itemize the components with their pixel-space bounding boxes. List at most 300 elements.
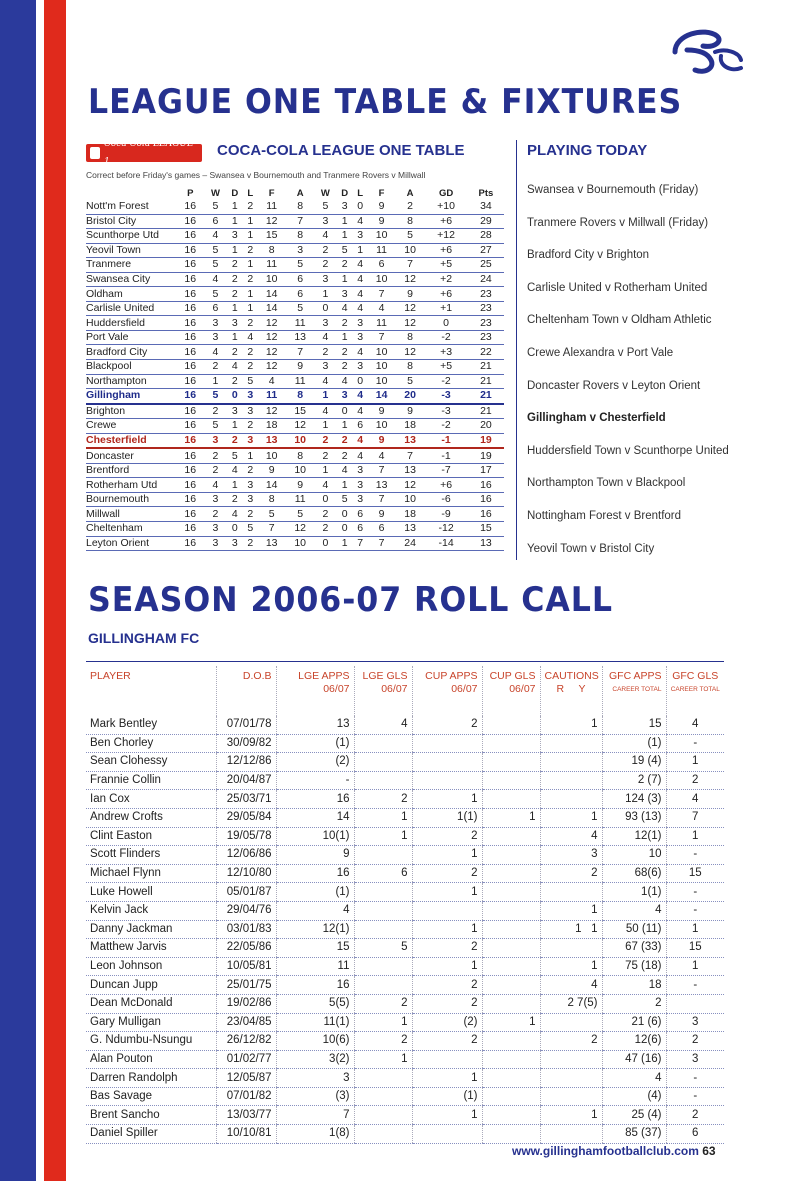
league-cell: 12 (286, 419, 315, 434)
trophy-icon (90, 147, 100, 159)
player-row (86, 827, 724, 846)
lge-apps-cell: 10(6) (276, 1032, 354, 1051)
league-cell: 4 (353, 258, 367, 273)
cup-gls-cell (482, 846, 540, 865)
league-cell: 24 (396, 536, 425, 551)
cautions-cell (540, 734, 602, 753)
league-cell: 2 (205, 404, 227, 419)
league-cell: 6 (205, 301, 227, 316)
league-cell: 5 (205, 243, 227, 258)
league-cell: -12 (424, 522, 467, 537)
league-cell: +3 (424, 345, 467, 360)
lge-gls-cell (354, 957, 412, 976)
player-name-cell: Mark Bentley (86, 716, 216, 734)
cup-apps-cell: 1 (412, 1106, 482, 1125)
league-cell: 4 (314, 374, 336, 389)
cautions-cell: 2 (540, 1032, 602, 1051)
league-cell: 21 (468, 389, 504, 404)
league-cell: 10 (257, 448, 286, 463)
league-cell: 16 (176, 433, 205, 448)
league-cell: 12 (396, 316, 425, 331)
league-cell: 3 (286, 243, 315, 258)
gfc-gls-cell: 3 (666, 1050, 724, 1069)
league-cell: 10 (286, 433, 315, 448)
league-table-row (86, 389, 504, 404)
gfc-gls-cell (666, 994, 724, 1013)
cup-apps-cell (412, 734, 482, 753)
league-cell: 3 (243, 389, 257, 404)
league-cell: 8 (286, 229, 315, 244)
gfc-gls-cell: 15 (666, 939, 724, 958)
league-cell: 1 (243, 229, 257, 244)
dob-cell: 25/01/75 (216, 976, 276, 995)
cup-apps-cell (412, 753, 482, 772)
cup-gls-cell (482, 771, 540, 790)
league-col-header: L (357, 187, 364, 199)
player-row (86, 1087, 724, 1106)
player-row (86, 883, 724, 902)
league-cell: 2 (336, 258, 353, 273)
gfc-gls-cell: 1 (666, 753, 724, 772)
league-cell: 5 (286, 507, 315, 522)
website-link[interactable]: www.gillinghamfootballclub.com (512, 1144, 699, 1158)
lge-gls-cell (354, 1125, 412, 1144)
gfc-gls-cell: - (666, 901, 724, 920)
header-dob: D.O.B (216, 666, 276, 716)
player-row (86, 976, 724, 995)
league-cell: 3 (205, 536, 227, 551)
lge-apps-cell: - (276, 771, 354, 790)
lge-gls-cell: 1 (354, 827, 412, 846)
league-cell: 4 (314, 330, 336, 345)
league-cell: 5 (396, 374, 425, 389)
team-name: Leyton Orient (86, 536, 176, 551)
team-name: Northampton (86, 374, 176, 389)
cup-gls-cell (482, 753, 540, 772)
gfc-gls-cell: - (666, 734, 724, 753)
league-cell: 1 (226, 200, 243, 214)
fixture-item: Doncaster Rovers v Leyton Orient (527, 379, 701, 392)
league-cell: -1 (424, 433, 467, 448)
player-name-cell: Darren Randolph (86, 1069, 216, 1088)
league-cell: 9 (367, 433, 396, 448)
player-row (86, 790, 724, 809)
gfc-apps-cell: 4 (602, 1069, 666, 1088)
cup-gls-cell (482, 901, 540, 920)
cup-apps-cell: 2 (412, 864, 482, 883)
cup-gls-cell: 1 (482, 808, 540, 827)
league-cell: 4 (243, 330, 257, 345)
league-cell: 18 (396, 419, 425, 434)
league-cell: 23 (468, 301, 504, 316)
lge-apps-cell: 1(8) (276, 1125, 354, 1144)
league-cell: 7 (353, 536, 367, 551)
gfc-apps-cell: (4) (602, 1087, 666, 1106)
league-cell: 4 (205, 478, 227, 493)
gfc-apps-cell: 47 (16) (602, 1050, 666, 1069)
league-cell: 12 (396, 272, 425, 287)
league-cell: +5 (424, 360, 467, 375)
league-cell: 3 (205, 433, 227, 448)
league-cell: -7 (424, 463, 467, 478)
league-cell: 1 (336, 214, 353, 229)
league-cell: 14 (257, 301, 286, 316)
player-row (86, 808, 724, 827)
league-cell: 2 (314, 243, 336, 258)
league-cell: 11 (367, 243, 396, 258)
lge-apps-cell: 3(2) (276, 1050, 354, 1069)
dob-cell: 23/04/85 (216, 1013, 276, 1032)
league-cell: +5 (424, 258, 467, 273)
league-cell: 3 (353, 360, 367, 375)
league-cell: 10 (286, 463, 315, 478)
gfc-apps-cell: 4 (602, 901, 666, 920)
league-cell: 15 (286, 404, 315, 419)
dob-cell: 05/01/87 (216, 883, 276, 902)
header-cautions: CAUTIONS R Y (540, 666, 602, 716)
cautions-cell (540, 1087, 602, 1106)
league-cell: 6 (353, 419, 367, 434)
player-row (86, 1050, 724, 1069)
player-row (86, 716, 724, 734)
league-cell: 5 (286, 301, 315, 316)
league-cell: 21 (468, 404, 504, 419)
lge-apps-cell: 14 (276, 808, 354, 827)
league-table-row (86, 419, 504, 434)
league-cell: 2 (243, 272, 257, 287)
lge-apps-cell: (3) (276, 1087, 354, 1106)
league-cell: 3 (243, 478, 257, 493)
cup-gls-cell (482, 1050, 540, 1069)
league-cell: 12 (257, 214, 286, 229)
league-cell: 2 (226, 258, 243, 273)
league-cell: 16 (176, 419, 205, 434)
league-cell: +12 (424, 229, 467, 244)
league-table-row (86, 374, 504, 389)
league-cell: 4 (353, 433, 367, 448)
league-cell: 5 (205, 258, 227, 273)
league-cell: 2 (243, 507, 257, 522)
team-name: Chesterfield (86, 433, 176, 448)
league-cell: 1 (226, 330, 243, 345)
league-cell: 0 (226, 522, 243, 537)
page-title: LEAGUE ONE TABLE & FIXTURES (88, 82, 683, 122)
league-cell: 16 (176, 536, 205, 551)
league-cell: 2 (226, 374, 243, 389)
cup-apps-cell: 1 (412, 920, 482, 939)
cup-apps-cell (412, 1125, 482, 1144)
player-name-cell: Scott Flinders (86, 846, 216, 865)
league-cell: 13 (257, 536, 286, 551)
league-cell: 1 (314, 287, 336, 302)
header-cup-apps: CUP APPS 06/07 (412, 666, 482, 716)
dob-cell: 22/05/86 (216, 939, 276, 958)
league-cell: 22 (468, 345, 504, 360)
league-cell: 16 (176, 374, 205, 389)
cautions-cell: 4 (540, 827, 602, 846)
team-name: Scunthorpe Utd (86, 229, 176, 244)
league-cell: 2 (243, 536, 257, 551)
league-cell: 10 (257, 272, 286, 287)
player-row (86, 920, 724, 939)
fixture-item: Tranmere Rovers v Millwall (Friday) (527, 216, 709, 229)
league-cell: 16 (176, 492, 205, 507)
player-row (86, 957, 724, 976)
league-cell: 23 (468, 287, 504, 302)
gfc-apps-cell: 19 (4) (602, 753, 666, 772)
lge-apps-cell: 3 (276, 1069, 354, 1088)
section-divider (516, 140, 517, 560)
league-cell: -6 (424, 492, 467, 507)
league-cell: 3 (353, 492, 367, 507)
league-cell: 14 (257, 287, 286, 302)
league-col-header (86, 186, 176, 200)
league-cell: 5 (226, 448, 243, 463)
lge-apps-cell: (2) (276, 753, 354, 772)
league-cell: 4 (353, 345, 367, 360)
lge-apps-cell: 12(1) (276, 920, 354, 939)
league-cell: 2 (396, 200, 425, 214)
league-cell: 8 (396, 330, 425, 345)
league-cell: 8 (396, 360, 425, 375)
cup-gls-cell (482, 957, 540, 976)
league-cell: 1 (336, 272, 353, 287)
gfc-gls-cell: 2 (666, 1032, 724, 1051)
league-cell: -1 (424, 448, 467, 463)
player-name-cell: Kelvin Jack (86, 901, 216, 920)
league-cell: 5 (243, 522, 257, 537)
fixture-item: Huddersfield Town v Scunthorpe United (527, 444, 729, 457)
cautions-cell: 1 (540, 1106, 602, 1125)
league-cell: 3 (314, 272, 336, 287)
league-cell: 5 (336, 243, 353, 258)
league-cell: 11 (286, 316, 315, 331)
league-cell: -3 (424, 404, 467, 419)
league-cell: 9 (286, 478, 315, 493)
gfc-gls-cell: - (666, 1087, 724, 1106)
league-cell: 4 (336, 463, 353, 478)
league-cell: 2 (336, 360, 353, 375)
team-name: Rotherham Utd (86, 478, 176, 493)
player-name-cell: Leon Johnson (86, 957, 216, 976)
league-cell: 4 (226, 463, 243, 478)
lge-gls-cell: 1 (354, 808, 412, 827)
league-cell: 12 (257, 330, 286, 345)
league-cell: 16 (176, 316, 205, 331)
league-cell: 3 (205, 316, 227, 331)
league-cell: 8 (257, 492, 286, 507)
team-name: Nott'm Forest (86, 200, 176, 214)
player-name-cell: Ian Cox (86, 790, 216, 809)
league-cell: 7 (396, 448, 425, 463)
dob-cell: 03/01/83 (216, 920, 276, 939)
fixture-item: Yeovil Town v Bristol City (527, 542, 655, 555)
league-cell: 6 (205, 214, 227, 229)
league-cell: 16 (176, 448, 205, 463)
player-name-cell: G. Ndumbu-Nsungu (86, 1032, 216, 1051)
cup-gls-cell (482, 716, 540, 734)
league-cell: 1 (243, 448, 257, 463)
league-cell: 16 (176, 389, 205, 404)
league-table-row (86, 433, 504, 448)
league-cell: 12 (396, 301, 425, 316)
league-cell: 10 (367, 345, 396, 360)
league-cell: 5 (243, 374, 257, 389)
league-cell: 14 (367, 389, 396, 404)
league-cell: 24 (468, 272, 504, 287)
cautions-cell: 1 (540, 957, 602, 976)
league-cell: 13 (396, 433, 425, 448)
player-name-cell: Alan Pouton (86, 1050, 216, 1069)
lge-gls-cell (354, 1069, 412, 1088)
league-cell: 7 (286, 214, 315, 229)
league-cell: 1 (314, 463, 336, 478)
gfc-apps-cell: 2 (602, 994, 666, 1013)
league-cell: 2 (243, 200, 257, 214)
league-cell: +10 (424, 200, 467, 214)
league-cell: 2 (226, 345, 243, 360)
dob-cell: 29/05/84 (216, 808, 276, 827)
league-cell: 13 (367, 478, 396, 493)
league-cell: 7 (367, 287, 396, 302)
league-cell: 7 (367, 463, 396, 478)
player-row (86, 1013, 724, 1032)
league-cell: 10 (367, 272, 396, 287)
league-cell: 21 (468, 360, 504, 375)
team-name: Millwall (86, 507, 176, 522)
team-name: Brighton (86, 404, 176, 419)
league-cell: -14 (424, 536, 467, 551)
league-cell: 8 (286, 448, 315, 463)
league-cell: 13 (286, 330, 315, 345)
league-cell: 5 (336, 492, 353, 507)
team-name: Cheltenham (86, 522, 176, 537)
cautions-cell: 1 (540, 716, 602, 734)
league-cell: 2 (314, 448, 336, 463)
league-cell: 0 (424, 316, 467, 331)
cup-apps-cell: 2 (412, 994, 482, 1013)
cup-gls-cell (482, 734, 540, 753)
league-cell: 11 (257, 389, 286, 404)
league-cell: 4 (257, 374, 286, 389)
league-cell: 10 (396, 492, 425, 507)
league-cell: 4 (353, 214, 367, 229)
league-cell: 2 (314, 507, 336, 522)
gfc-gls-cell: 2 (666, 771, 724, 790)
dob-cell: 10/05/81 (216, 957, 276, 976)
dob-cell: 01/02/77 (216, 1050, 276, 1069)
league-cell: 5 (205, 389, 227, 404)
lge-apps-cell: 11(1) (276, 1013, 354, 1032)
league-cell: 12 (257, 316, 286, 331)
league-cell: +6 (424, 287, 467, 302)
league-cell: 10 (367, 360, 396, 375)
lge-apps-cell: 4 (276, 901, 354, 920)
lge-gls-cell (354, 920, 412, 939)
fixture-item: Bradford City v Brighton (527, 249, 650, 262)
league-cell: 14 (257, 478, 286, 493)
roll-call-header (86, 666, 724, 716)
lge-apps-cell: 10(1) (276, 827, 354, 846)
cup-gls-cell (482, 827, 540, 846)
league-cell: 11 (286, 374, 315, 389)
lge-gls-cell: 1 (354, 1050, 412, 1069)
league-cell: 4 (205, 345, 227, 360)
league-cell: -3 (424, 389, 467, 404)
player-name-cell: Gary Mulligan (86, 1013, 216, 1032)
league-cell: 7 (367, 492, 396, 507)
player-row (86, 901, 724, 920)
player-row (86, 771, 724, 790)
cautions-cell (540, 1069, 602, 1088)
league-col-header: F (378, 187, 385, 199)
league-cell: 20 (396, 389, 425, 404)
dob-cell: 26/12/82 (216, 1032, 276, 1051)
league-col-header: W (210, 187, 220, 199)
league-cell: 2 (205, 463, 227, 478)
league-cell: 8 (286, 389, 315, 404)
league-cell: 3 (226, 229, 243, 244)
league-col-header: W (320, 187, 330, 199)
league-table-subtitle: Correct before Friday's games – Swansea v Bournemouth and Tranmere Rovers v Millwall (86, 170, 426, 180)
lge-apps-cell: 16 (276, 790, 354, 809)
player-name-cell: Sean Clohessy (86, 753, 216, 772)
league-table-row (86, 404, 504, 419)
league-cell: 2 (205, 360, 227, 375)
cautions-cell: 3 (540, 846, 602, 865)
league-cell: 4 (353, 404, 367, 419)
gfc-gls-cell: 6 (666, 1125, 724, 1144)
league-cell: 3 (353, 463, 367, 478)
cup-apps-cell: 2 (412, 939, 482, 958)
league-table-row (86, 463, 504, 478)
left-stripe-blue (0, 0, 36, 1181)
league-cell: 2 (243, 316, 257, 331)
cup-apps-cell: 2 (412, 976, 482, 995)
lge-apps-cell: 11 (276, 957, 354, 976)
team-name: Bristol City (86, 214, 176, 229)
league-cell: 11 (367, 316, 396, 331)
gfc-apps-cell: 2 (7) (602, 771, 666, 790)
cup-apps-cell: (2) (412, 1013, 482, 1032)
league-col-header: F (268, 187, 275, 199)
dob-cell: 10/10/81 (216, 1125, 276, 1144)
league-cell: 9 (396, 404, 425, 419)
cup-apps-cell: 2 (412, 827, 482, 846)
league-table (86, 186, 504, 551)
league-cell: 0 (353, 374, 367, 389)
cup-apps-cell: 1(1) (412, 808, 482, 827)
league-cell: 4 (336, 301, 353, 316)
gfc-logo-icon (665, 22, 745, 77)
league-cell: 16 (176, 478, 205, 493)
league-col-header: A (296, 187, 304, 199)
cup-gls-cell (482, 790, 540, 809)
league-cell: 3 (243, 492, 257, 507)
cautions-cell: 2 7(5) (540, 994, 602, 1013)
player-row (86, 734, 724, 753)
league-cell: 1 (314, 419, 336, 434)
league-cell: 2 (226, 492, 243, 507)
league-cell: 4 (353, 287, 367, 302)
roll-call-table (86, 666, 724, 1144)
league-cell: 2 (314, 258, 336, 273)
league-cell: 9 (367, 214, 396, 229)
fixture-item: Crewe Alexandra v Port Vale (527, 346, 674, 359)
league-cell: 16 (176, 507, 205, 522)
league-cell: 16 (468, 478, 504, 493)
league-cell: 16 (468, 492, 504, 507)
